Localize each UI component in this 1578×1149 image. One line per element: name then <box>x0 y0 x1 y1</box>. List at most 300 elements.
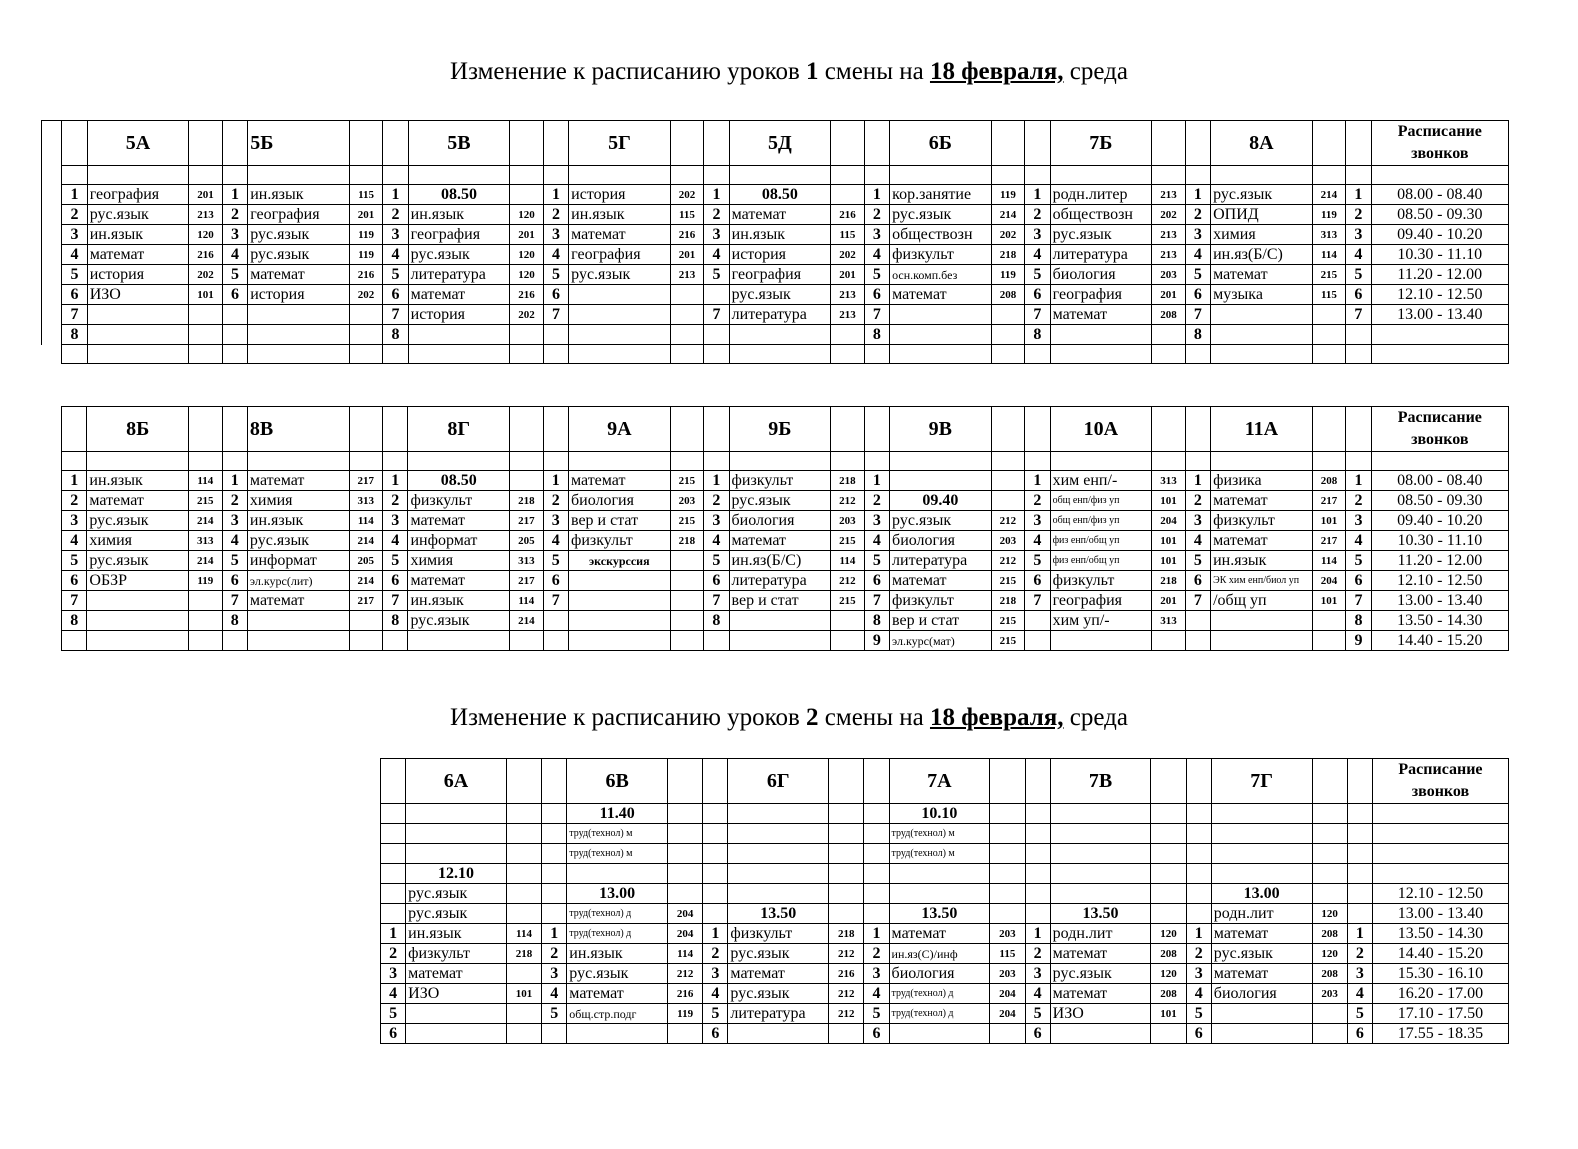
bell-number: 3 <box>1346 511 1371 531</box>
subject <box>568 571 670 591</box>
lesson-number: 5 <box>62 265 87 285</box>
room-number: 114 <box>831 551 865 571</box>
lesson-number: 6 <box>1025 571 1050 591</box>
subject: информат <box>408 531 510 551</box>
subject <box>568 611 670 631</box>
subject <box>406 1004 507 1024</box>
room-number: 214 <box>1312 185 1346 205</box>
room-number <box>829 904 864 924</box>
subject: химия <box>1211 225 1313 245</box>
schedule-row <box>381 944 1509 964</box>
lesson-number <box>1186 824 1211 844</box>
room-number: 212 <box>991 511 1025 531</box>
bell-time: 10.30 - 11.10 <box>1371 245 1508 265</box>
bell-time: 13.00 - 13.40 <box>1371 591 1508 611</box>
empty-cell <box>349 345 383 364</box>
room-number: 218 <box>510 491 544 511</box>
empty-cell <box>1025 166 1050 185</box>
empty-cell <box>222 345 247 364</box>
room-number <box>1312 1024 1347 1044</box>
subject: обществозн <box>890 225 992 245</box>
room-number <box>831 185 865 205</box>
lesson-number: 7 <box>543 305 568 325</box>
room-number <box>1151 884 1186 904</box>
subject: родн.лит <box>1050 924 1151 944</box>
subject: химия <box>87 531 189 551</box>
empty-cell <box>510 166 544 185</box>
lesson-number: 2 <box>381 944 406 964</box>
lesson-number: 8 <box>864 611 889 631</box>
empty-cell <box>247 452 349 471</box>
lesson-number: 6 <box>1185 571 1210 591</box>
room-col-header <box>1312 121 1346 166</box>
subject <box>1050 864 1151 884</box>
empty-cell <box>1025 452 1050 471</box>
room-number <box>668 884 703 904</box>
room-number: 213 <box>831 305 865 325</box>
subject: ОБЗР <box>87 571 189 591</box>
room-number <box>831 611 865 631</box>
room-number <box>189 631 223 651</box>
lesson-number <box>1025 864 1050 884</box>
room-col-header <box>670 121 704 166</box>
bell-time <box>1371 325 1508 345</box>
bell-number <box>1347 904 1372 924</box>
num-col-header <box>542 759 567 804</box>
room-number <box>991 305 1025 325</box>
subject <box>1050 1024 1151 1044</box>
pre-row <box>381 864 1509 884</box>
empty-cell <box>1050 452 1152 471</box>
room-number <box>991 471 1025 491</box>
room-number: 114 <box>506 924 541 944</box>
room-number <box>829 804 864 824</box>
room-number: 120 <box>1151 924 1186 944</box>
lesson-number <box>703 864 728 884</box>
subject: рус.язык <box>247 531 349 551</box>
corner-cell <box>42 345 62 364</box>
bell-time: 17.10 - 17.50 <box>1372 1004 1508 1024</box>
subject: ин.язык <box>729 225 831 245</box>
class-header: 6В <box>567 759 668 804</box>
empty-cell <box>729 452 831 471</box>
lesson-number: 3 <box>383 225 408 245</box>
lesson-number: 5 <box>1185 551 1210 571</box>
num-col-header <box>1025 759 1050 804</box>
room-number: 216 <box>349 265 383 285</box>
empty-cell <box>62 345 87 364</box>
bell-time: 16.20 - 17.00 <box>1372 984 1508 1004</box>
room-number <box>1152 631 1186 651</box>
lesson-number: 5 <box>383 551 408 571</box>
subject: рус.язык <box>567 964 668 984</box>
empty-cell <box>1346 452 1371 471</box>
room-number: 114 <box>1312 551 1346 571</box>
bell-time: 09.40 - 10.20 <box>1371 511 1508 531</box>
subject: ЭК хим енп/биол уп <box>1211 571 1313 591</box>
lesson-number: 7 <box>864 305 889 325</box>
subject: математ <box>1211 491 1313 511</box>
subject: ин.яз(Б/С) <box>729 551 831 571</box>
room-col-header <box>1151 759 1186 804</box>
corner-cell <box>42 185 62 205</box>
num-col-header <box>864 121 889 166</box>
empty-cell <box>543 345 568 364</box>
lesson-number: 5 <box>864 551 889 571</box>
bell-time: 12.10 - 12.50 <box>1372 884 1508 904</box>
subject <box>248 325 350 345</box>
subject: 13.00 <box>567 884 668 904</box>
subject: рус.язык <box>408 245 510 265</box>
empty-cell <box>568 452 670 471</box>
room-number: 313 <box>1312 225 1346 245</box>
lesson-number: 2 <box>703 944 728 964</box>
lesson-number <box>703 904 728 924</box>
lesson-number <box>381 844 406 864</box>
room-number: 119 <box>349 245 383 265</box>
schedule-row <box>62 471 1509 491</box>
subject: математ <box>406 964 507 984</box>
final-row <box>42 345 1509 364</box>
bell-number: 5 <box>1347 1004 1372 1024</box>
room-number: 101 <box>1151 1004 1186 1024</box>
room-number: 215 <box>831 531 865 551</box>
subject: ин.яз(Б/С) <box>1211 245 1313 265</box>
lesson-number: 1 <box>383 185 408 205</box>
subject: химия <box>247 491 349 511</box>
room-number: 212 <box>668 964 703 984</box>
room-number: 202 <box>1152 205 1186 225</box>
lesson-number: 5 <box>383 265 408 285</box>
lesson-number: 6 <box>704 571 729 591</box>
room-col-header <box>506 759 541 804</box>
class-header: 8А <box>1211 121 1313 166</box>
lesson-number: 3 <box>864 511 889 531</box>
empty-cell <box>1152 345 1186 364</box>
lesson-number: 1 <box>704 185 729 205</box>
subject: хим енп/- <box>1050 471 1152 491</box>
room-number: 214 <box>349 531 383 551</box>
room-col-header <box>349 407 383 452</box>
subject <box>87 305 189 325</box>
room-number: 218 <box>991 245 1025 265</box>
empty-cell <box>569 166 671 185</box>
header-row <box>381 759 1509 804</box>
lesson-number <box>381 864 406 884</box>
room-col-header <box>1312 407 1346 452</box>
room-number: 208 <box>1312 471 1346 491</box>
class-header: 7Б <box>1050 121 1152 166</box>
subject: родн.литер <box>1050 185 1152 205</box>
subject: математ <box>87 491 189 511</box>
room-number <box>990 904 1025 924</box>
lesson-number: 5 <box>1025 551 1050 571</box>
room-number <box>1312 631 1346 651</box>
subject: биология <box>1050 265 1152 285</box>
lesson-number: 5 <box>1186 1004 1211 1024</box>
lesson-number: 6 <box>703 1024 728 1044</box>
subject: математ <box>408 285 510 305</box>
subject <box>87 325 189 345</box>
room-number: 101 <box>189 285 223 305</box>
room-number: 202 <box>189 265 223 285</box>
room-number: 214 <box>510 611 544 631</box>
lesson-number: 6 <box>62 285 87 305</box>
room-number: 313 <box>189 531 223 551</box>
schedule-row <box>42 205 1509 225</box>
room-number: 203 <box>990 924 1025 944</box>
subject: общ.стр.подг <box>567 1004 668 1024</box>
room-number <box>510 471 544 491</box>
lesson-number: 4 <box>1185 245 1210 265</box>
subject: литература <box>408 265 510 285</box>
empty-cell <box>248 166 350 185</box>
num-col-header <box>1186 759 1211 804</box>
room-number: 203 <box>991 531 1025 551</box>
room-number <box>990 864 1025 884</box>
room-number: 218 <box>829 924 864 944</box>
subject: рус.язык <box>728 984 829 1004</box>
lesson-number: 4 <box>864 531 889 551</box>
lesson-number <box>704 631 729 651</box>
subject: труд(технол) м <box>889 824 990 844</box>
lesson-number <box>1025 884 1050 904</box>
subject: математ <box>247 591 349 611</box>
subject: 10.10 <box>889 804 990 824</box>
subject: труд(технол) д <box>567 904 668 924</box>
subject: физика <box>1211 471 1313 491</box>
lesson-number <box>1186 904 1211 924</box>
lesson-number <box>381 824 406 844</box>
room-number <box>670 551 704 571</box>
class-header: 9В <box>890 407 992 452</box>
room-number: 204 <box>668 924 703 944</box>
empty-cell <box>543 452 568 471</box>
subject: математ <box>408 571 510 591</box>
lesson-number: 1 <box>1025 924 1050 944</box>
subject: математ <box>567 984 668 1004</box>
bell-number: 6 <box>1346 285 1371 305</box>
empty-cell <box>704 345 729 364</box>
subject <box>1211 824 1312 844</box>
bell-time: 11.20 - 12.00 <box>1371 265 1508 285</box>
lesson-number: 8 <box>864 325 889 345</box>
subject: биология <box>568 491 670 511</box>
lesson-number: 5 <box>864 265 889 285</box>
subject: кор.занятие <box>890 185 992 205</box>
room-number <box>1312 611 1346 631</box>
room-number <box>1312 325 1346 345</box>
subject: вер и стат <box>890 611 992 631</box>
lesson-number: 4 <box>542 984 567 1004</box>
subject: общ енп/физ уп <box>1050 491 1152 511</box>
lesson-number: 7 <box>543 591 568 611</box>
lesson-number <box>383 631 408 651</box>
subject: рус.язык <box>87 511 189 531</box>
lesson-number: 1 <box>543 185 568 205</box>
lesson-number <box>1025 611 1050 631</box>
room-number: 213 <box>831 285 865 305</box>
subject: география <box>569 245 671 265</box>
lesson-number <box>1186 844 1211 864</box>
subject: 13.00 <box>1211 884 1312 904</box>
room-number: 201 <box>1152 591 1186 611</box>
subject: осн.комп.без <box>890 265 992 285</box>
lesson-number <box>1186 884 1211 904</box>
room-number: 120 <box>510 245 544 265</box>
room-number: 120 <box>1312 904 1347 924</box>
empty-cell <box>704 452 729 471</box>
room-number: 203 <box>1312 984 1347 1004</box>
empty-cell <box>248 345 350 364</box>
room-number <box>990 884 1025 904</box>
room-number <box>506 884 541 904</box>
lesson-number: 7 <box>704 591 729 611</box>
room-number: 216 <box>831 205 865 225</box>
lesson-number: 8 <box>62 611 87 631</box>
subject: биология <box>890 531 992 551</box>
room-number <box>506 824 541 844</box>
subject: 12.10 <box>406 864 507 884</box>
room-number: 203 <box>831 511 865 531</box>
empty-cell <box>1371 345 1508 364</box>
shift2-table <box>380 758 1509 1044</box>
lesson-number: 2 <box>222 205 247 225</box>
room-number: 201 <box>349 205 383 225</box>
subject: труд(технол) д <box>889 984 990 1004</box>
room-number: 101 <box>1152 531 1186 551</box>
subject <box>1050 631 1152 651</box>
lesson-number <box>1025 904 1050 924</box>
room-number: 204 <box>990 984 1025 1004</box>
bell-time: 12.10 - 12.50 <box>1371 571 1508 591</box>
subject: 13.50 <box>1050 904 1151 924</box>
spacer-row <box>62 452 1509 471</box>
lesson-number <box>543 611 568 631</box>
subject: рус.язык <box>890 511 992 531</box>
room-col-header <box>668 759 703 804</box>
lesson-number: 5 <box>222 551 247 571</box>
room-col-header <box>829 759 864 804</box>
room-number: 218 <box>670 531 704 551</box>
subject: история <box>248 285 350 305</box>
room-number: 114 <box>668 944 703 964</box>
subject: физ енп/общ уп <box>1050 551 1152 571</box>
lesson-number <box>222 305 247 325</box>
room-number: 216 <box>829 964 864 984</box>
empty-cell <box>1152 452 1186 471</box>
lesson-number: 8 <box>383 611 408 631</box>
room-number: 120 <box>510 205 544 225</box>
room-number <box>670 571 704 591</box>
lesson-number <box>1025 804 1050 824</box>
bell-number: 1 <box>1346 471 1371 491</box>
lesson-number <box>864 864 889 884</box>
room-number: 203 <box>670 491 704 511</box>
lesson-number: 6 <box>543 571 568 591</box>
room-number: 101 <box>1312 511 1346 531</box>
lesson-number: 5 <box>704 265 729 285</box>
corner-cell <box>42 325 62 345</box>
lesson-number: 2 <box>542 944 567 964</box>
lesson-number: 5 <box>381 1004 406 1024</box>
subject <box>87 631 189 651</box>
schedule-row <box>42 225 1509 245</box>
lesson-number: 3 <box>1186 964 1211 984</box>
lesson-number: 6 <box>1186 1024 1211 1044</box>
room-number: 202 <box>510 305 544 325</box>
subject <box>1211 305 1313 325</box>
subject: физкульт <box>890 591 992 611</box>
lesson-number: 3 <box>864 964 889 984</box>
room-number <box>189 591 223 611</box>
subject: ин.язык <box>408 591 510 611</box>
room-number: 114 <box>510 591 544 611</box>
bell-time: 08.00 - 08.40 <box>1371 471 1508 491</box>
lesson-number: 3 <box>381 964 406 984</box>
lesson-number: 1 <box>381 924 406 944</box>
lesson-number: 5 <box>1025 265 1050 285</box>
lesson-number: 6 <box>1185 285 1210 305</box>
subject <box>1050 325 1152 345</box>
lesson-number: 1 <box>704 471 729 491</box>
subject: математ <box>1050 984 1151 1004</box>
subject <box>890 471 992 491</box>
room-number <box>670 611 704 631</box>
class-header: 5Б <box>248 121 350 166</box>
subject <box>567 864 668 884</box>
empty-cell <box>831 166 865 185</box>
empty-cell <box>1371 166 1508 185</box>
room-number <box>1312 824 1347 844</box>
subject: рус.язык <box>569 265 671 285</box>
room-number: 120 <box>189 225 223 245</box>
subject: рус.язык <box>1050 964 1151 984</box>
room-number: 101 <box>1312 591 1346 611</box>
empty-cell <box>1050 166 1152 185</box>
class-header: 9А <box>568 407 670 452</box>
lesson-number: 5 <box>704 551 729 571</box>
lesson-number: 7 <box>1185 591 1210 611</box>
num-col-header <box>864 407 889 452</box>
subject: ин.язык <box>87 225 189 245</box>
lesson-number: 4 <box>381 984 406 1004</box>
empty-cell <box>1211 345 1313 364</box>
lesson-number: 2 <box>864 944 889 964</box>
bell-time: 14.40 - 15.20 <box>1371 631 1508 651</box>
schedule-row <box>62 511 1509 531</box>
room-number: 203 <box>990 964 1025 984</box>
lesson-number: 1 <box>703 924 728 944</box>
subject: география <box>729 265 831 285</box>
subject <box>728 1024 829 1044</box>
empty-cell <box>408 166 510 185</box>
lesson-number: 5 <box>222 265 247 285</box>
num-col-header <box>1346 121 1371 166</box>
subject: вер и стат <box>568 511 670 531</box>
lesson-number <box>1185 611 1210 631</box>
lesson-number: 4 <box>383 531 408 551</box>
schedule-row <box>381 964 1509 984</box>
lesson-number: 3 <box>222 225 247 245</box>
class-header: 10А <box>1050 407 1152 452</box>
room-number <box>349 611 383 631</box>
lesson-number: 6 <box>222 571 247 591</box>
room-number <box>506 1004 541 1024</box>
lesson-number <box>543 325 568 345</box>
room-number <box>990 804 1025 824</box>
lesson-number <box>703 824 728 844</box>
